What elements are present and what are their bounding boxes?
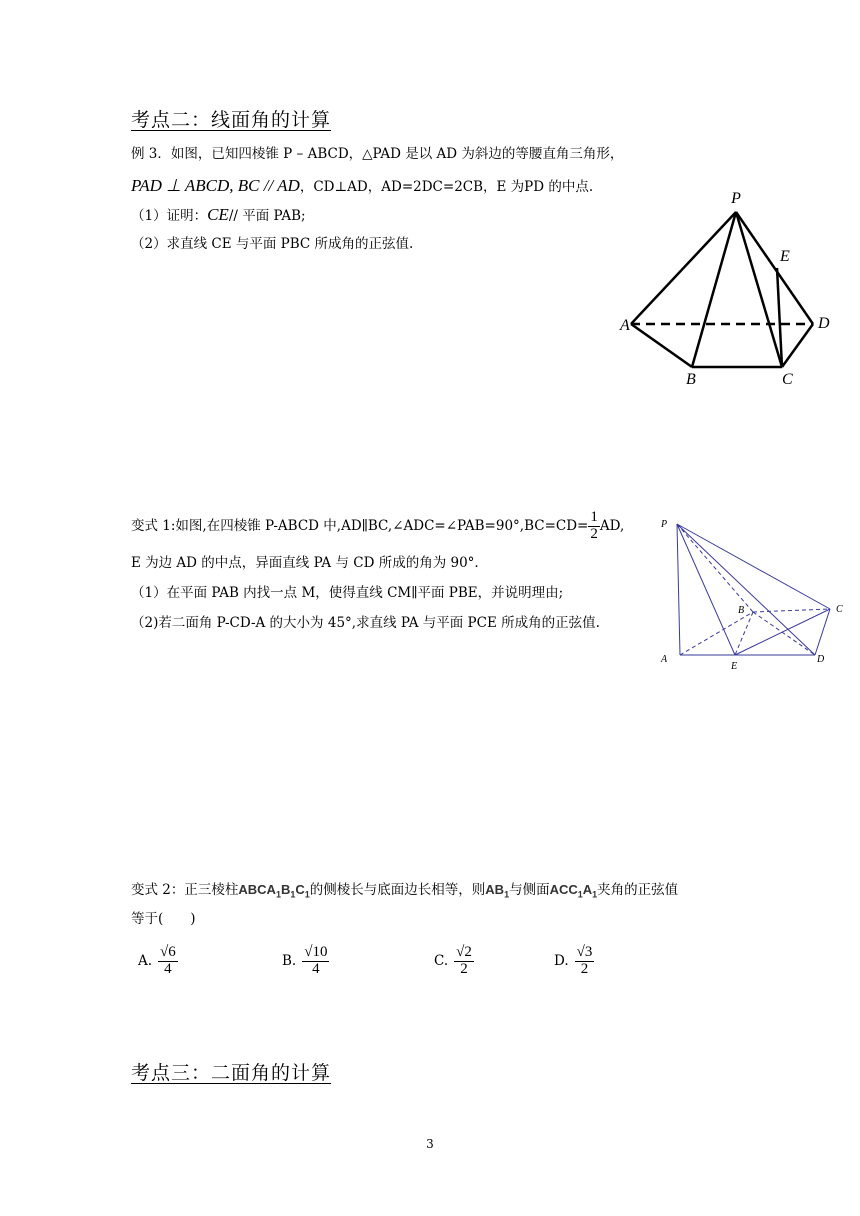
variant1-q1: （1）在平面 PAB 内找一点 M，使得直线 CM∥平面 PBE，并说明理由; <box>131 585 564 601</box>
section-heading-3: 考点三：二面角的计算 <box>131 1062 332 1084</box>
variant2-line2: 等于( ) <box>131 911 196 927</box>
math-parallel: BC // AD <box>237 176 300 195</box>
edge-pa <box>677 524 680 655</box>
variant2-line1-c: 与侧面 <box>509 882 550 898</box>
option-c-frac: $\frac{√2}{2}$ <box>456 944 472 977</box>
variant2-line1-a: 变式 2：正三棱柱 <box>131 882 239 898</box>
math-plane-perp: PAD ⊥ ABCD <box>131 176 230 195</box>
option-d-frac: $\frac{√3}{2}$ <box>576 944 593 977</box>
edge-bc-hidden <box>753 609 830 612</box>
option-b <box>282 945 329 978</box>
variant1-line1-a: 变式 1:如图,在四棱锥 P-ABCD 中,AD∥BC,∠ADC=∠PAB=90°,BC=CD= <box>131 517 589 534</box>
math-acc1a1: $ACC_1A_1$ <box>549 882 598 900</box>
variant1-q2: （2)若二面角 P-CD-A 的大小为 45°,求直线 PA 与平面 PCE 所成角的正弦值. <box>131 615 600 631</box>
label-p: P <box>731 190 741 207</box>
edge-be-hidden <box>735 612 753 655</box>
option-b-frac: $\frac{√10}{4}$ <box>304 944 328 977</box>
example3-line2-rest: ，CD⊥AD，AD=2DC=2CB，E 为PD 的中点. <box>299 179 594 195</box>
label-p: P <box>661 519 668 530</box>
edge-bd-hidden <box>753 612 815 655</box>
option-a-label: A. <box>138 952 153 969</box>
edge-pc <box>736 212 782 367</box>
edge-ab-hidden <box>680 612 753 655</box>
math-ab1: $AB_1$ <box>485 882 510 900</box>
variant1-line1-b: AD, <box>599 517 625 534</box>
edge-pe <box>677 524 735 655</box>
example3-q2: （2）求直线 CE 与平面 PBC 所成角的正弦值. <box>131 236 414 252</box>
option-c <box>434 945 474 978</box>
math-prism: $ABCA_1B_1C_1$ <box>238 882 310 900</box>
frac-num: 1 <box>590 509 598 525</box>
option-d-label: D. <box>554 952 569 969</box>
math-sep: , <box>229 176 234 195</box>
section-heading-2: 考点二：线面角的计算 <box>131 109 332 131</box>
label-e: E <box>780 248 790 265</box>
variant1-line1 <box>131 510 624 543</box>
label-c: C <box>782 371 793 388</box>
page-number: 3 <box>426 1137 434 1151</box>
label-e: E <box>731 661 738 672</box>
label-b: B <box>686 371 696 388</box>
variant2-line1 <box>131 883 678 900</box>
edge-pd <box>736 212 813 324</box>
label-c: C <box>836 604 843 615</box>
edge-cd <box>782 324 813 367</box>
fraction-half <box>588 510 600 543</box>
option-d <box>554 945 594 978</box>
example3-line2 <box>131 177 593 195</box>
example3-q1 <box>131 206 306 224</box>
q1-prefix: （1）证明： <box>131 208 208 224</box>
label-d: D <box>817 654 825 665</box>
label-b: B <box>738 605 745 616</box>
q1-rest: // 平面 PAB; <box>228 208 306 224</box>
option-b-label: B. <box>282 952 297 969</box>
label-a: A <box>661 654 668 665</box>
variant2-line1-d: 夹角的正弦值 <box>597 882 679 898</box>
variant1-line2: E 为边 AD 的中点，异面直线 PA 与 CD 所成的角为 90°. <box>131 555 479 571</box>
edge-pb-hidden <box>677 524 753 612</box>
edge-dc <box>815 609 830 655</box>
variant2-line1-b: 的侧棱长与底面边长相等，则 <box>309 882 486 898</box>
option-c-label: C. <box>434 952 449 969</box>
option-a <box>138 945 178 978</box>
edge-ab <box>631 324 692 367</box>
label-a: A <box>620 317 630 334</box>
example3-line1: 例 3．如图，已知四棱锥 P – ABCD，△PAD 是以 AD 为斜边的等腰直角三角形， <box>131 146 624 162</box>
frac-den: 2 <box>590 525 598 542</box>
option-a-frac: $\frac{√6}{4}$ <box>160 944 176 977</box>
pyramid-figure-2 <box>655 512 855 674</box>
label-d: D <box>818 315 830 332</box>
pyramid-figure-1 <box>616 186 840 388</box>
math-ce: CE <box>207 205 229 224</box>
